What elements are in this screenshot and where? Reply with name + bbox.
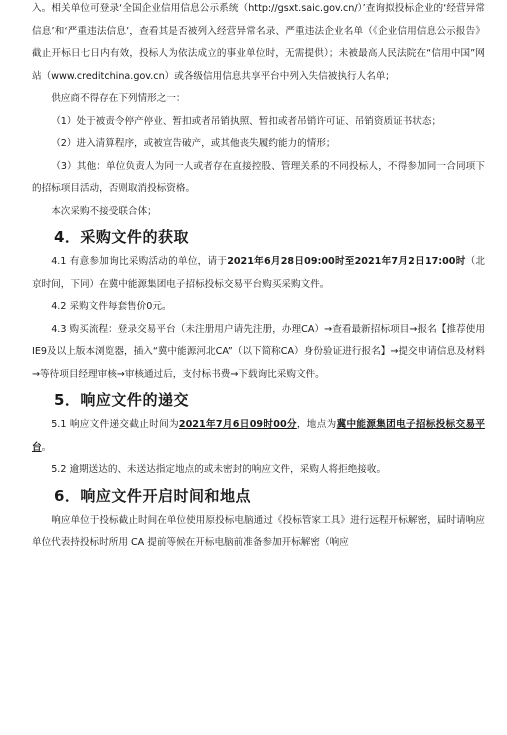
section-4-heading: 4．采购文件的获取 <box>54 228 189 246</box>
section-5-1-mid: ，地点为 <box>296 419 337 430</box>
exclusion-item-2: （2）进入清算程序，或被宣告破产，或其他丧失履约能力的情形； <box>51 138 336 149</box>
submission-deadline: 2021年7月6日09时00分 <box>178 419 297 430</box>
section-4-2: 4.2 采购文件每套售价0元。 <box>51 301 172 312</box>
section-4-1-tail: （北京时间，下同）在冀中能源集团电子招标投标交易平台购买采购文件。 <box>32 256 486 290</box>
exclusion-intro: 供应商不得存在下列情形之一： <box>51 93 186 104</box>
section-5-1 <box>32 414 485 459</box>
section-4-3-text: 4.3 购买流程：登录交易平台（未注册用户请先注册，办理CA）→查看最新招标项目→报名【推荐使用IE9及以上版本浏览器，插入“冀中能源河北CA”（以下简称CA）身份验证进行报名】 <box>32 323 485 357</box>
section-5-heading: 5．响应文件的递交 <box>54 391 189 409</box>
purchase-period: 2021年6月28日09:00时至2021年7月2日17:00时 <box>227 256 466 267</box>
exclusion-item-3: （3）其他：单位负责人为同一人或者存在直接控股、管理关系的不同投标人，不得参加同一合同项下的招标项目活动，否则取消投标资格。 <box>32 160 485 194</box>
section-6-1: 响应单位于投标截止时间在单位使用原投标电脑通过《投标管家工具》进行远程开标解密，届时请响应单位代表持投标时所用 CA 提前等候在开标电脑前准备参加开标解密（响应 <box>32 514 485 548</box>
exclusion-item-1: （1）处于被责令停产停业、暂扣或者吊销执照、暂扣或者吊销许可证、吊销资质证书状态； <box>51 115 442 127</box>
section-6-heading: 6．响应文件开启时间和地点 <box>54 486 251 505</box>
section-4-3 <box>32 319 485 387</box>
qualification-paragraph: 入。相关单位可登录‘全国企业信用信息公示系统（http://gsxt.saic.gov.cn/）’查询拟投标企业的‘经营异常信息’和‘严重违法信息’，查看其是否被列入经营异常名录、严重违法企业名单（《企业信用信息公示报告》截止开标日七日内有效，投标人为依法成立的事业单位时，无需提供）；未被最高人民法院在“信用中国”网站（www.creditchina.gov.cn）或各级信用信息共享平台中列入失信被执行人名单； <box>32 3 485 82</box>
submission-location: 冀中能源集团电子招标投标交易平台 <box>32 419 486 453</box>
section-5-2: 5.2 逾期送达的、未送达指定地点的或未密封的响应文件，采购人将拒绝接收。 <box>51 464 387 475</box>
consortium-note: 本次采购不接受联合体； <box>51 205 157 217</box>
section-5-1-end: 。 <box>41 441 52 453</box>
section-4-1-text: 4.1 有意参加询比采购活动的单位，请于 <box>51 256 228 267</box>
section-4-3-tail: →提交申请信息及材料→等待项目经理审核→审核通过后，支付标书费→下载询比采购文件。 <box>32 346 485 380</box>
section-4-1 <box>32 251 485 296</box>
section-5-1-text: 5.1 响应文件递交截止时间为 <box>51 419 179 430</box>
